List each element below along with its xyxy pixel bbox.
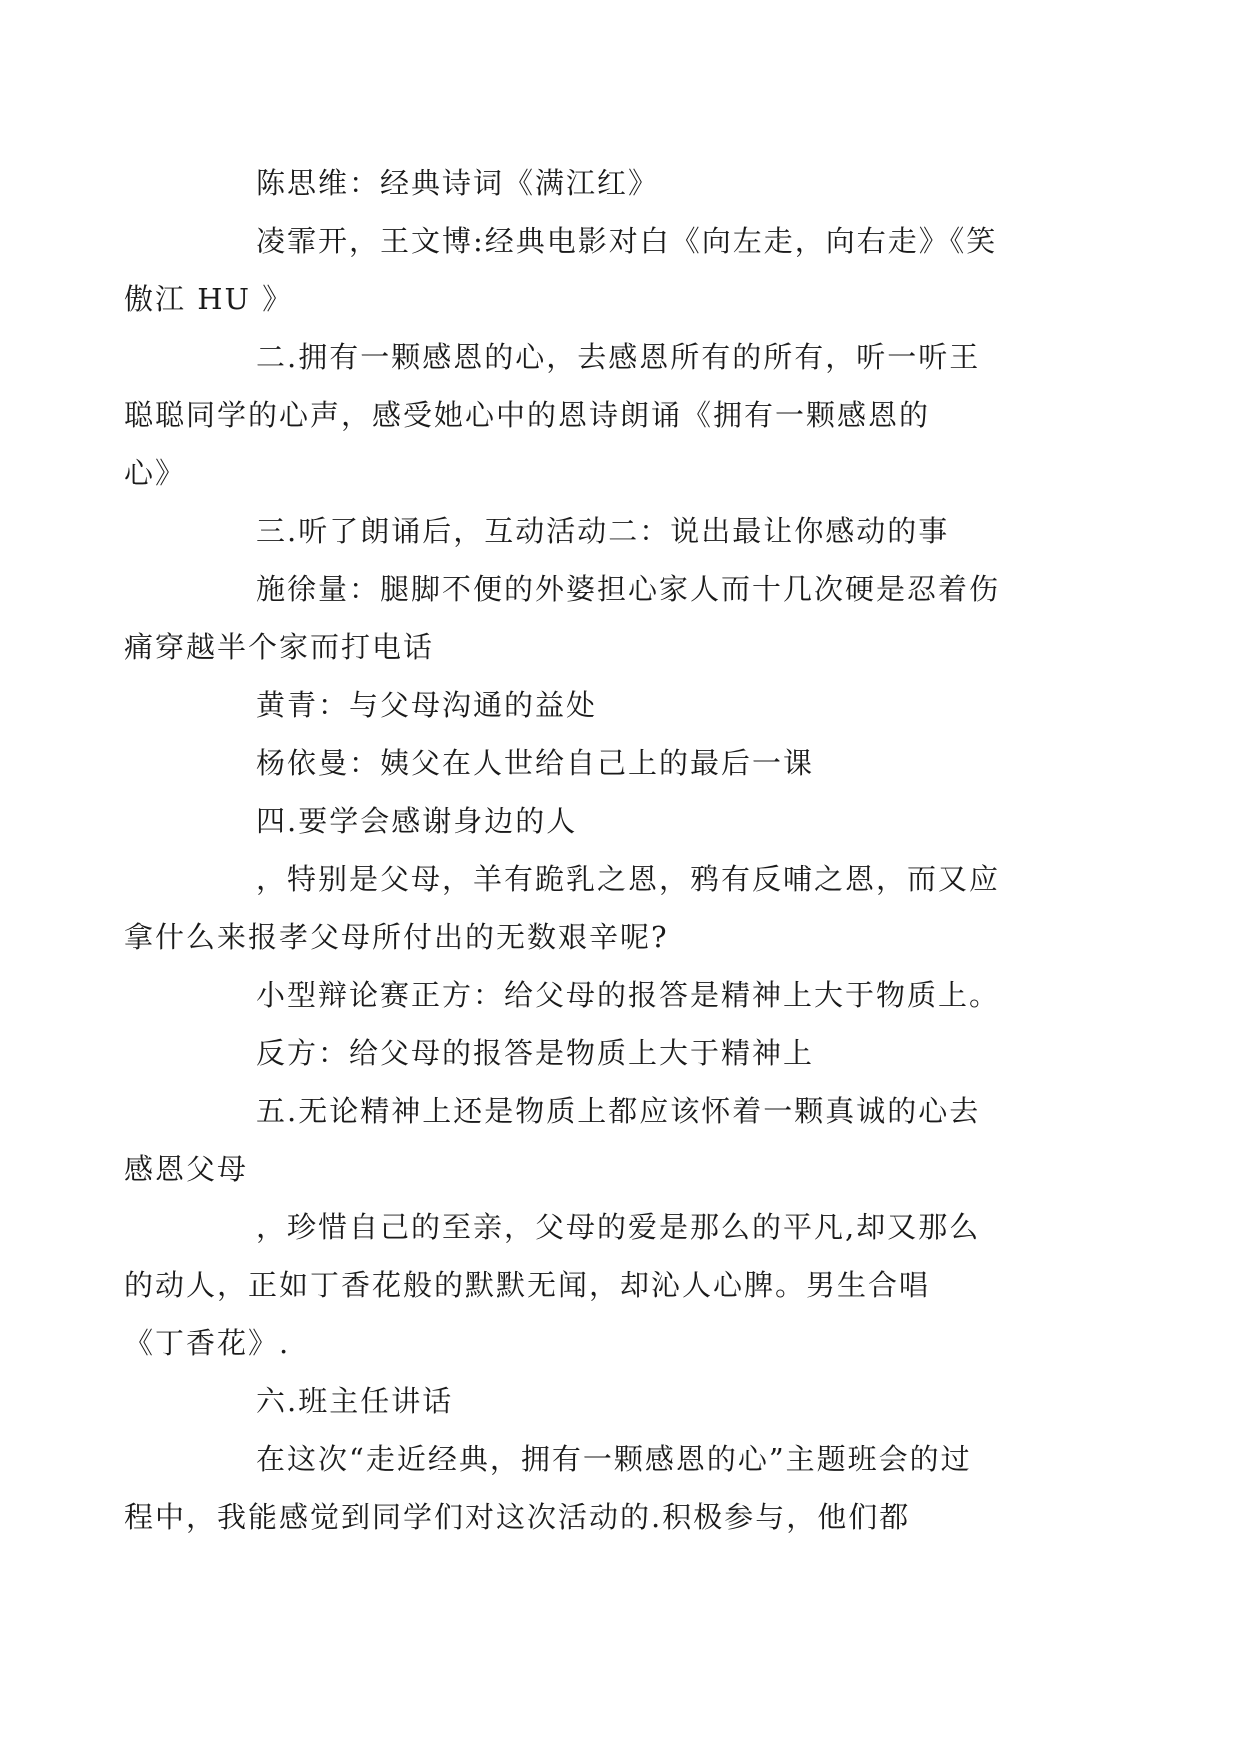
text-line: 小型辩论赛正方：给父母的报答是精神上大于物质上。 [256, 978, 1001, 1012]
paragraph-12 [124, 1082, 1062, 1198]
paragraph-7 [190, 734, 1062, 792]
document-body [124, 154, 1062, 1546]
text-line: 程中，我能感觉到同学们对这次活动的.积极参与，他们都 [124, 1500, 911, 1534]
text-line: 凌霏开，王文博:经典电影对白《向左走，向右走》《笑 [256, 224, 998, 258]
paragraph-13 [124, 1198, 1062, 1372]
paragraph-5 [124, 560, 1062, 676]
text-line: 三.听了朗诵后，互动活动二：说出最让你感动的事 [256, 514, 950, 548]
paragraph-1 [190, 154, 1062, 212]
paragraph-4 [190, 502, 1062, 560]
text-line: 五.无论精神上还是物质上都应该怀着一颗真诚的心去 [256, 1094, 981, 1128]
paragraph-2 [124, 212, 1062, 328]
paragraph-15 [124, 1430, 1062, 1546]
text-line: 四.要学会感谢身边的人 [256, 804, 578, 838]
text-line: ，特别是父母，羊有跪乳之恩，鸦有反哺之恩，而又应 [256, 862, 1001, 896]
paragraph-8 [190, 792, 1062, 850]
text-line: 傲江 HU 》 [124, 282, 294, 316]
text-line: 杨依曼：姨父在人世给自己上的最后一课 [256, 746, 815, 780]
text-line: 的动人，正如丁香花般的默默无闻，却沁人心脾。男生合唱 [124, 1268, 931, 1302]
text-line: 痛穿越半个家而打电话 [124, 630, 435, 664]
text-line: 感恩父母 [124, 1152, 249, 1186]
text-line: 反方：给父母的报答是物质上大于精神上 [256, 1036, 815, 1070]
paragraph-10 [190, 966, 1062, 1024]
paragraph-11 [190, 1024, 1062, 1082]
paragraph-3 [124, 328, 1062, 502]
text-line: 黄青：与父母沟通的益处 [256, 688, 598, 722]
text-line: 聪聪同学的心声，感受她心中的恩诗朗诵《拥有一颗感恩的 [124, 398, 931, 432]
text-line: 陈思维：经典诗词《满江红》 [256, 166, 660, 200]
text-line: 《丁香花》. [124, 1326, 291, 1360]
text-line: 拿什么来报孝父母所付出的无数艰辛呢? [124, 920, 669, 954]
text-line: 六.班主任讲话 [256, 1384, 454, 1418]
text-line: ，珍惜自己的至亲，父母的爱是那么的平凡,却又那么 [256, 1210, 981, 1244]
paragraph-6 [190, 676, 1062, 734]
paragraph-14 [190, 1372, 1062, 1430]
text-line: 二.拥有一颗感恩的心，去感恩所有的所有，听一听王 [256, 340, 981, 374]
text-line: 施徐量：腿脚不便的外婆担心家人而十几次硬是忍着伤 [256, 572, 1001, 606]
paragraph-9 [124, 850, 1062, 966]
text-line: 心》 [124, 456, 187, 490]
text-line: 在这次“走近经典，拥有一颗感恩的心”主题班会的过 [256, 1442, 972, 1476]
